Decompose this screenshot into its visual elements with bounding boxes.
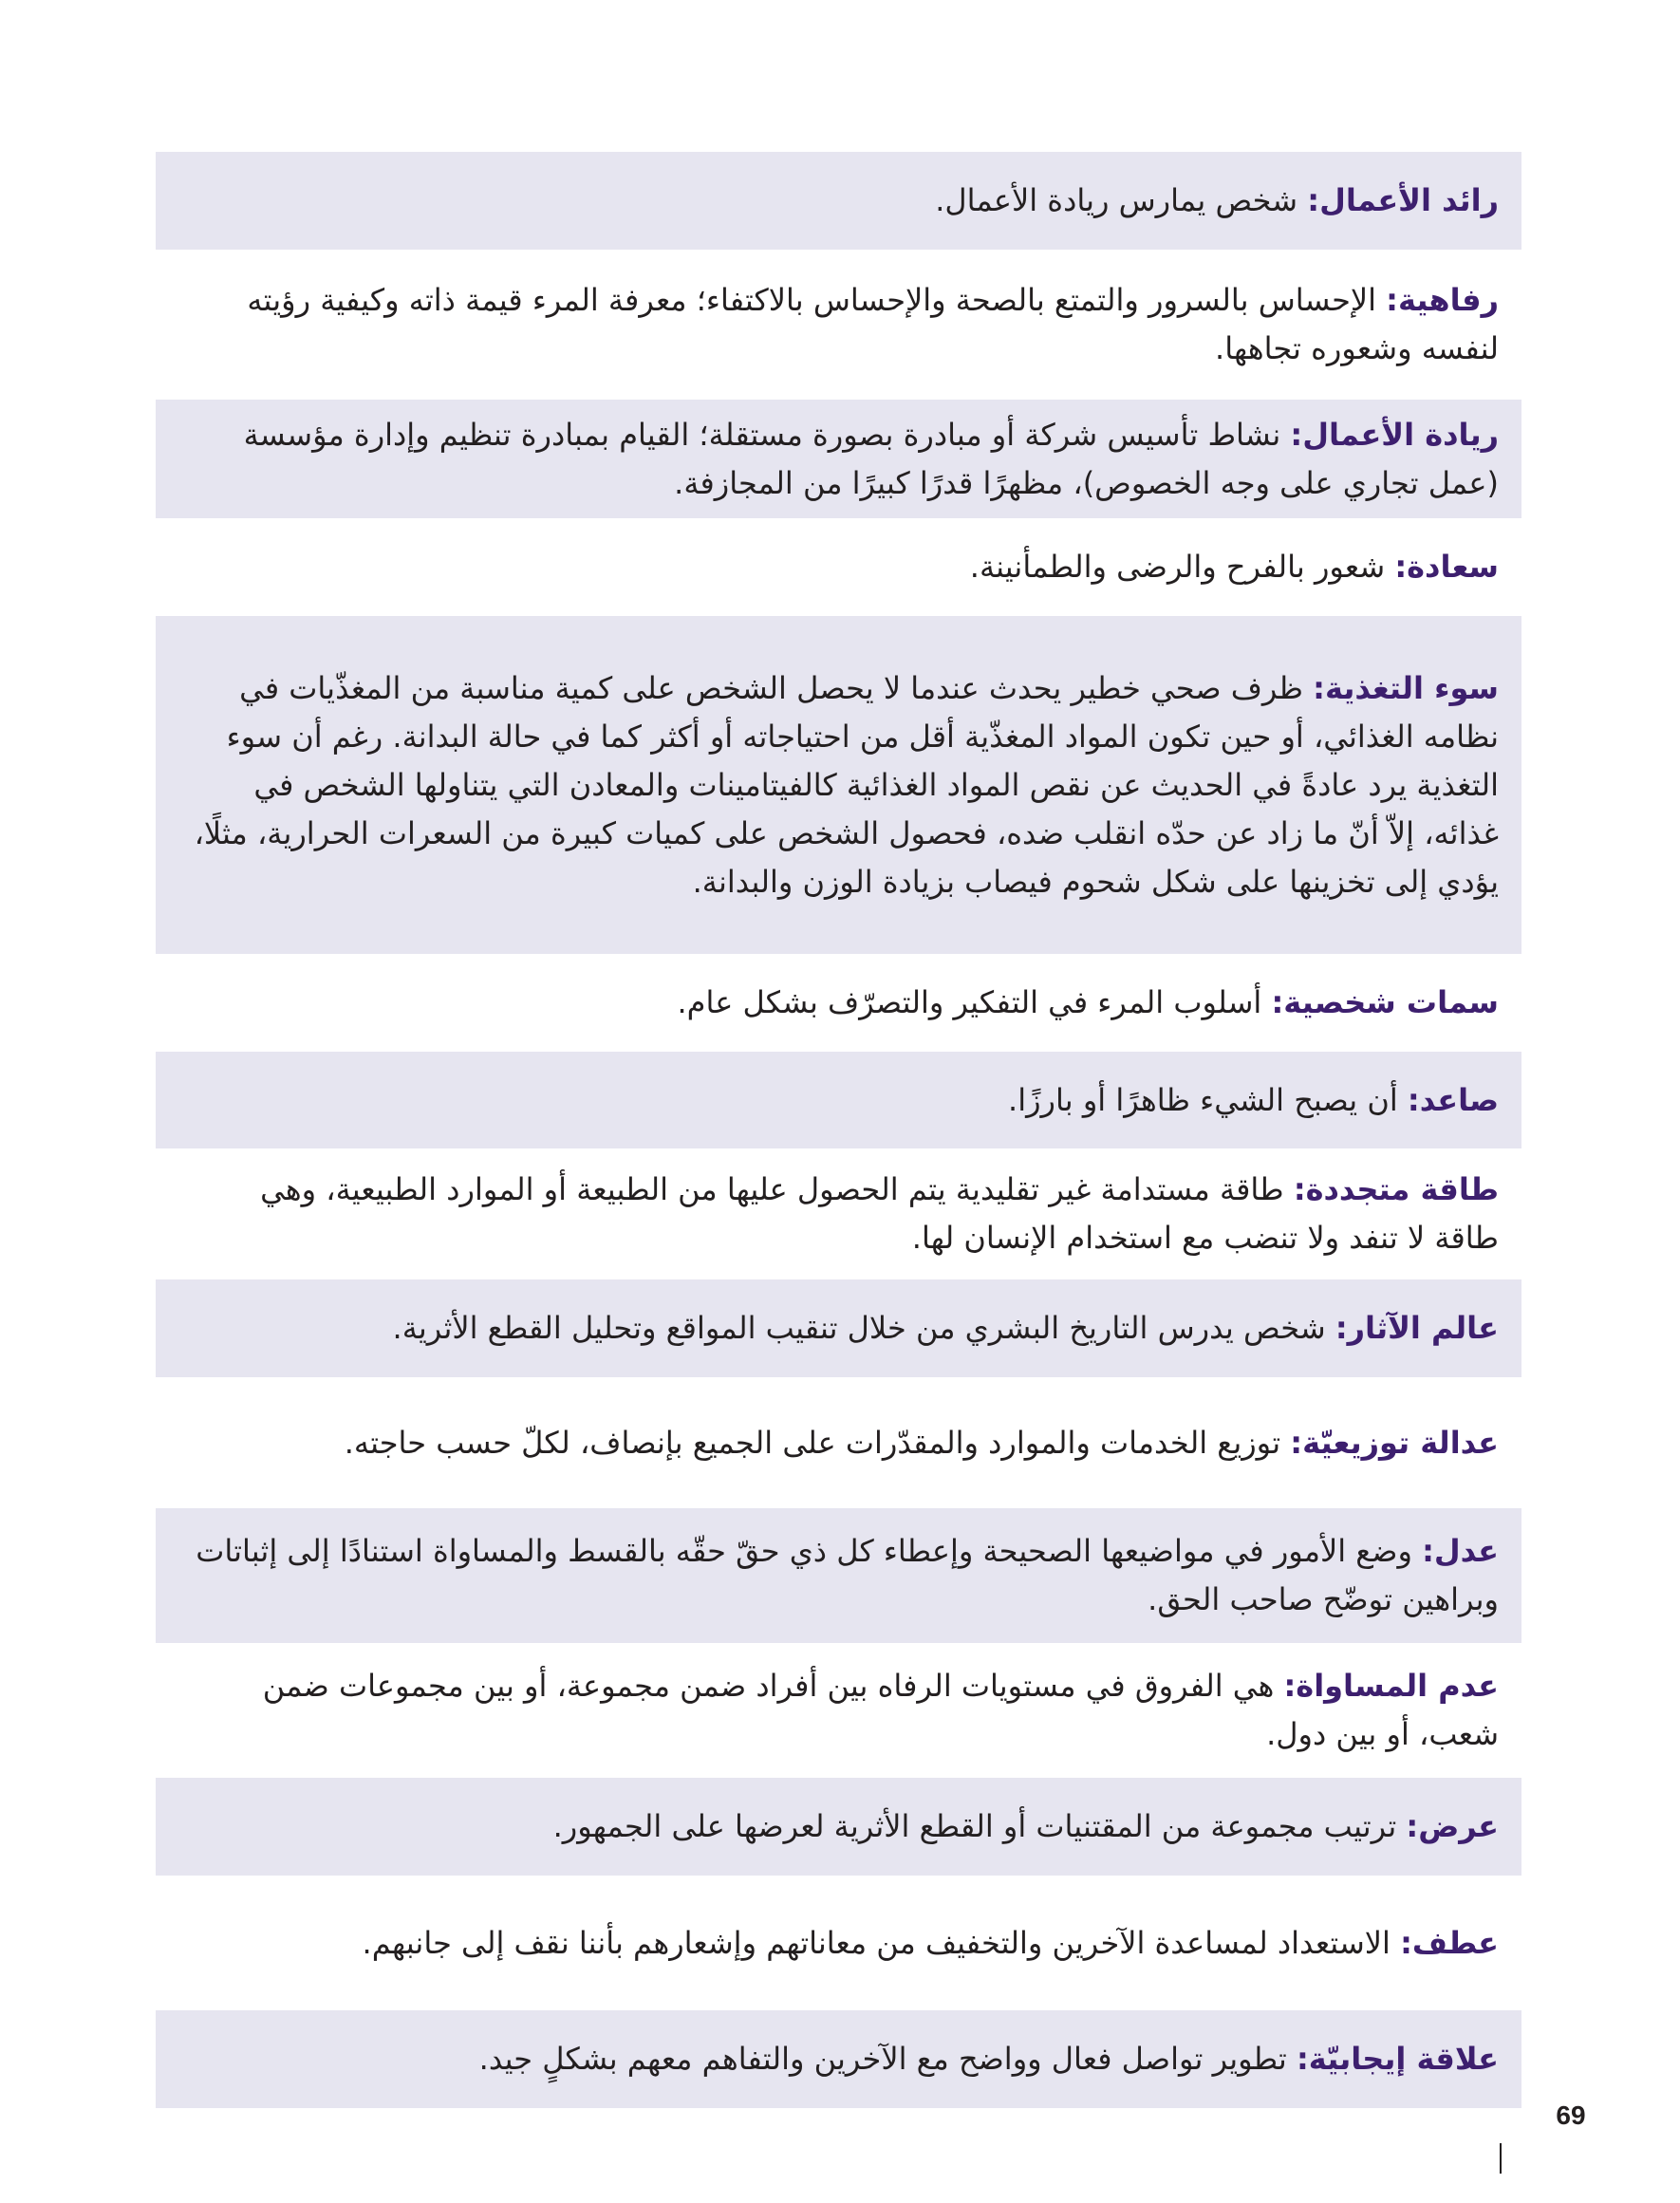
entry-text (188, 1304, 1499, 1353)
entry-text (188, 411, 1499, 508)
glossary-entry (156, 1508, 1521, 1643)
entry-definition: هي الفروق في مستويات الرفاه بين أفراد ضمن مجموعة، أو بين مجموعات ضمن شعب، أو بين دول. (262, 1668, 1499, 1752)
entry-term: عالم الآثار: (1335, 1310, 1499, 1346)
glossary-entry (156, 1778, 1521, 1876)
entry-text (188, 1527, 1499, 1624)
glossary-entry (156, 1279, 1521, 1377)
entry-definition: شخص يدرس التاريخ البشري من خلال تنقيب المواقع وتحليل القطع الأثرية. (392, 1310, 1335, 1346)
entry-term: طاقة متجددة: (1293, 1171, 1499, 1207)
entry-definition: أسلوب المرء في التفكير والتصرّف بشكل عام. (677, 984, 1272, 1020)
entry-term: عدل: (1422, 1533, 1499, 1569)
glossary-entry (156, 954, 1521, 1052)
entry-term: سوء التغذية: (1313, 669, 1499, 706)
entry-text (188, 979, 1499, 1027)
entry-definition: الإحساس بالسرور والتمتع بالصحة والإحساس بالاكتفاء؛ معرفة المرء قيمة ذاته وكيفية رؤيته لنفسه وشعوره تجاهها. (247, 282, 1499, 366)
entry-term: رائد الأعمال: (1307, 182, 1499, 218)
glossary-list (156, 152, 1521, 2108)
entry-term: سعادة: (1394, 549, 1499, 585)
entry-text (188, 1802, 1499, 1851)
entry-definition: طاقة مستدامة غير تقليدية يتم الحصول عليها من الطبيعة أو الموارد الطبيعية، وهي طاقة لا تنفد ولا تنضب مع استخدام الإنسان لها. (260, 1171, 1499, 1256)
entry-term: ريادة الأعمال: (1290, 416, 1499, 453)
glossary-entry (156, 1052, 1521, 1148)
glossary-entry (156, 518, 1521, 616)
entry-definition: ظرف صحي خطير يحدث عندما لا يحصل الشخص على كمية مناسبة من المغذّيات في نظامه الغذائي، أو حين تكون المواد المغذّية أقل من احتياجاته أو أكثر كما في حالة البدانة. رغم أن سوء التغذية يرد عادةً في الحديث عن نقص المواد الغذائية كالفيتامينات والمعادن التي يتناولها الشخص في غذائه، إلاّ أنّ ما زاد عن حدّه انقلب ضده، فحصول الشخص على كميات كبيرة من السعرات الحرارية، مثلًا، يؤدي إلى تخزينها على شكل شحوم فيصاب بزيادة الوزن والبدانة. (194, 669, 1499, 900)
entry-term: سمات شخصية: (1271, 984, 1499, 1020)
glossary-entry (156, 2010, 1521, 2108)
entry-text (188, 664, 1499, 906)
glossary-entry (156, 1876, 1521, 2010)
entry-definition: أن يصبح الشيء ظاهرًا أو بارزًا. (1008, 1081, 1408, 1118)
entry-definition: تطوير تواصل فعال وواضح مع الآخرين والتفاهم معهم بشكلٍ جيد. (478, 2041, 1297, 2077)
entry-text (188, 2035, 1499, 2083)
entry-definition: الاستعداد لمساعدة الآخرين والتخفيف من معاناتهم وإشعارهم بأننا نقف إلى جانبهم. (362, 1924, 1401, 1961)
glossary-entry (156, 1148, 1521, 1279)
entry-definition: شعور بالفرح والرضى والطمأنينة. (969, 549, 1395, 585)
entry-term: عطف: (1400, 1924, 1499, 1961)
glossary-entry (156, 1377, 1521, 1508)
entry-definition: ترتيب مجموعة من المقتنيات أو القطع الأثرية لعرضها على الجمهور. (552, 1808, 1407, 1844)
entry-text (188, 1662, 1499, 1759)
entry-definition: وضع الأمور في مواضيعها الصحيحة وإعطاء كل ذي حقّ حقّه بالقسط والمساواة استنادًا إلى إثباتات وبراهين توضّح صاحب الحق. (196, 1533, 1499, 1617)
entry-term: عرض: (1406, 1808, 1499, 1844)
entry-definition: نشاط تأسيس شركة أو مبادرة بصورة مستقلة؛ القيام بمبادرة تنظيم وإدارة مؤسسة (عمل تجاري على وجه الخصوص)، مظهرًا قدرًا كبيرًا من المجازفة. (243, 416, 1499, 501)
entry-term: رفاهية: (1386, 282, 1499, 318)
entry-text (188, 1166, 1499, 1262)
entry-term: عدالة توزيعيّة: (1290, 1424, 1499, 1461)
entry-text (188, 543, 1499, 591)
entry-text (188, 276, 1499, 373)
glossary-entry (156, 616, 1521, 954)
entry-definition: توزيع الخدمات والموارد والمقدّرات على الجميع بإنصاف، لكلّ حسب حاجته. (344, 1424, 1291, 1461)
entry-text (188, 1076, 1499, 1125)
glossary-entry (156, 152, 1521, 250)
entry-text (188, 1919, 1499, 1968)
glossary-entry (156, 1643, 1521, 1778)
entry-term: علاقة إيجابيّة: (1297, 2041, 1499, 2077)
entry-text (188, 1419, 1499, 1467)
glossary-entry (156, 400, 1521, 518)
entry-text (188, 177, 1499, 225)
page-number: 69 (1556, 2100, 1586, 2130)
entry-term: صاعد: (1407, 1081, 1499, 1118)
entry-definition: شخص يمارس ريادة الأعمال. (935, 182, 1308, 218)
entry-term: عدم المساواة: (1283, 1668, 1499, 1704)
glossary-entry (156, 250, 1521, 400)
page-number-rule (1500, 2143, 1502, 2174)
